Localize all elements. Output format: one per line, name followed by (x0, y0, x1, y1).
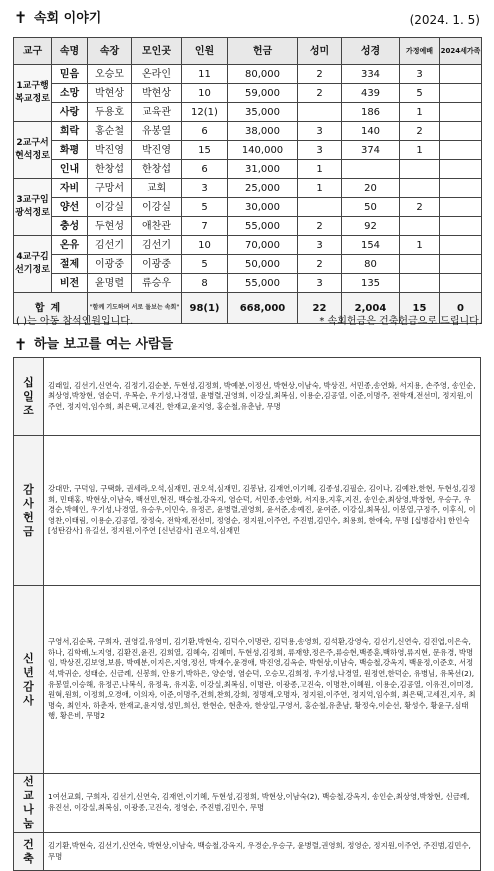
table-cell: 온유 (52, 236, 88, 255)
table-cell: 80,000 (228, 65, 298, 84)
table-cell: 2 (298, 217, 342, 236)
table-cell: 박진영 (132, 141, 182, 160)
donor-names: 김래일, 김선기,신연숙, 김정기,김순분, 두현성,김정희, 박예분,이정선, 박현상,이남숙, 박상진, 서민종,송연화, 서지용, 손주영, 송인순,최상영,박창현, 염순덕, 우복순, 우기성,나경열, 윤병렬,권영희, 이강실,최복심, 이용순,김공열, 이준,이명주, 전학재,전선미, 정지원,이주연, 정지억,임수희, 최은택,고세진, 한재교,윤지영, 홍순철,유춘남, 무명 (44, 358, 481, 436)
donation-category: 선 교 나 눔 (14, 774, 44, 833)
total-offering: 668,000 (228, 293, 298, 324)
col-header: 성미 (298, 38, 342, 65)
table-cell: 38,000 (228, 122, 298, 141)
table-cell (440, 198, 482, 217)
table-cell (400, 274, 440, 293)
table-cell: 20 (342, 179, 400, 198)
col-header: 2024세가족 (440, 38, 482, 65)
table-cell (342, 160, 400, 179)
table-row (14, 122, 482, 141)
table-cell (440, 274, 482, 293)
table-cell: 25,000 (228, 179, 298, 198)
table-cell: 두용호 (88, 103, 132, 122)
donor-names: 구영서,김순복, 구희자, 권영길,유영미, 김기환,박현숙, 김덕수,이명란, 김덕용,송영희, 김석환,강영숙, 김선기,신연숙, 김진엽,이은숙,하나, 김학배,노지영, 김환진,윤진, 김희열, 김혜숙, 김혜미, 두현성,김정희, 류재향,정은주,류승현,백종훈,백하영,류지현, 문유경, 박명임, 박상진,김보영,보름, 박예분,이지은,지영,정선, 박재수,윤경애, 박진영,김옥순, 박현상,이남숙, 백승철,강옥지, 백윤정,이준호, 서정석,박귀순, 성태순, 신금례, 신봉희, 안용기,박하은, 양순영, 염순덕, 오승모,김희정, 우기성,나경열, 원정연,한덕순, 유병님, 유복선(2), 유봉열,이승해, 유정곤,나복식, 유정육, 유지훈, 이강실,최복심, 이명란, 이광종,고진숙, 이명찬,이혜원, 이용순,김공열, 이유진,이미경,원혁,원희, 이정희,오경애, 이의자, 이준,이명주,건희,찬희,강희, 정명재,오명자, 정지원,이주연, 정지억,임수희, 최은택,고세진,지우, 최명숙, 최인자, 하춘자, 한재교,윤지영,성민,희선, 한현순, 현춘자, 한상일,구영서, 홍순철,유춘남, 황정숙,이순선, 황성수, 황윤구,심태행, 황은비, 무명2 (44, 586, 481, 774)
table-cell (400, 255, 440, 274)
table-cell (400, 160, 440, 179)
table-cell: 유봉열 (132, 122, 182, 141)
table-cell: 2 (400, 198, 440, 217)
offering-note: * 속회헌금은 건축헌금으로 드립니다. (319, 316, 482, 327)
section-header-meeting (14, 8, 480, 30)
table-cell: 자비 (52, 179, 88, 198)
district-label: 2교구서현석정로 (14, 122, 52, 179)
table-cell: 439 (342, 84, 400, 103)
total-family: 0 (440, 293, 482, 324)
table-cell: 59,000 (228, 84, 298, 103)
table-cell: 3 (298, 236, 342, 255)
table-row (14, 217, 482, 236)
table-cell: 35,000 (228, 103, 298, 122)
table-cell (440, 103, 482, 122)
table-cell: 충성 (52, 217, 88, 236)
donor-names: 1여선교회, 구희자, 김선기,신연숙, 김재연,이기혜, 두현성,김정희, 박현상,이남숙(2), 백승철,강옥지, 송인순,최상영,박창현, 신금례,유진선, 이강실,최복심, 이광종,고진숙, 정영순, 주진범,김민수, 무명 (44, 774, 481, 833)
table-cell: 5 (182, 255, 228, 274)
table-notes (16, 312, 482, 326)
table-cell: 3 (298, 122, 342, 141)
table-cell (400, 217, 440, 236)
donation-row (14, 774, 481, 833)
table-row (14, 274, 482, 293)
prayer-slogan: "함께 기도하며 서로 돌보는 속회" (88, 293, 182, 324)
table-row (14, 141, 482, 160)
meeting-table (13, 37, 482, 324)
table-cell (440, 217, 482, 236)
table-cell: 3 (182, 179, 228, 198)
table-cell: 한창섭 (88, 160, 132, 179)
table-cell: 2 (298, 65, 342, 84)
table-cell: 92 (342, 217, 400, 236)
table-cell: 박현상 (88, 84, 132, 103)
table-cell (440, 179, 482, 198)
table-cell: 7 (182, 217, 228, 236)
donor-names: 김기환,박현숙, 김선기,신연숙, 박현상,이남숙, 백승철,강옥지, 우경순,우승구, 윤병렬,권영희, 정영순, 정지원,이주연, 주진범,김민수, 무명 (44, 833, 481, 871)
table-cell: 6 (182, 160, 228, 179)
table-cell: 1 (400, 141, 440, 160)
table-cell: 8 (182, 274, 228, 293)
table-cell: 3 (298, 274, 342, 293)
table-cell: 교회 (132, 179, 182, 198)
table-cell: 오승모 (88, 65, 132, 84)
table-cell: 140 (342, 122, 400, 141)
table-cell: 3 (298, 141, 342, 160)
donation-row (14, 833, 481, 871)
donation-category: 신 년 감 사 (14, 586, 44, 774)
table-cell: 186 (342, 103, 400, 122)
table-cell: 인내 (52, 160, 88, 179)
table-cell: 10 (182, 236, 228, 255)
table-row (14, 179, 482, 198)
cross-icon: ✝ (14, 8, 28, 27)
table-row (14, 198, 482, 217)
table-cell (440, 84, 482, 103)
donation-category: 건 축 (14, 833, 44, 871)
donor-names: 강대만, 구덕임, 구택화, 권세라,오석,심재민, 권오석,심재민, 김봉남, 김재연,이기혜, 김종성,김필순, 김이나, 김예찬,한현, 두현성,김정희, 민태홍, 박현상,이남숙, 백선민,현진, 백승철,강옥지, 염순덕, 서민종,송연화, 서지용,지후,지진, 송인순,최상영,박창현, 우승구, 우경순,박혜인, 우기성,나경열, 유승우,이민숙, 유정곤, 윤병렬,권영희, 윤서준,송예진, 윤여준, 이강실,최복심, 이봉열,구정주, 이후식, 이영찬,이태림, 이용순,김공열, 장정숙, 전학재,전선미, 정영순, 정지원,이주연, 주진범,김민수, 최용희, 한애숙, 무명 [십병감사] 한인숙 [성탄감사] 유길선, 정지원,이주연 [신년감사] 권오석,심재민 (44, 436, 481, 586)
table-cell: 6 (182, 122, 228, 141)
table-row (14, 65, 482, 84)
table-cell: 50,000 (228, 255, 298, 274)
table-cell (440, 122, 482, 141)
table-cell: 이광중 (88, 255, 132, 274)
table-cell: 화평 (52, 141, 88, 160)
table-row (14, 84, 482, 103)
table-cell: 교육관 (132, 103, 182, 122)
table-row (14, 103, 482, 122)
district-label: 4교구김선기정로 (14, 236, 52, 293)
table-cell: 윤명렬 (88, 274, 132, 293)
section-header-donations (14, 335, 480, 355)
table-cell: 5 (400, 84, 440, 103)
total-people: 98(1) (182, 293, 228, 324)
table-cell: 홍순철 (88, 122, 132, 141)
total-bible: 2,004 (342, 293, 400, 324)
district-label: 1교구행복교정로 (14, 65, 52, 122)
col-header: 모인곳 (132, 38, 182, 65)
table-cell: 김선기 (88, 236, 132, 255)
table-cell: 3 (400, 65, 440, 84)
table-cell (440, 65, 482, 84)
total-label: 합계 (14, 293, 88, 324)
table-row (14, 236, 482, 255)
table-cell: 374 (342, 141, 400, 160)
table-cell: 1 (298, 179, 342, 198)
col-header: 교구 (14, 38, 52, 65)
table-cell: 31,000 (228, 160, 298, 179)
table-cell: 334 (342, 65, 400, 84)
table-cell: 이강실 (88, 198, 132, 217)
table-cell: 사랑 (52, 103, 88, 122)
donation-row (14, 358, 481, 436)
table-cell: 135 (342, 274, 400, 293)
table-cell: 1 (400, 236, 440, 255)
col-header: 성경 (342, 38, 400, 65)
table-cell: 154 (342, 236, 400, 255)
table-cell: 1 (400, 103, 440, 122)
table-cell (440, 236, 482, 255)
table-cell: 두현성 (88, 217, 132, 236)
table-cell: 30,000 (228, 198, 298, 217)
table-cell: 2 (298, 255, 342, 274)
table-cell: 애찬관 (132, 217, 182, 236)
col-header: 속명 (52, 38, 88, 65)
table-cell: 한창섭 (132, 160, 182, 179)
table-cell (400, 179, 440, 198)
table-cell: 50 (342, 198, 400, 217)
table-cell: 박현상 (132, 84, 182, 103)
table-cell: 11 (182, 65, 228, 84)
table-cell: 구망서 (88, 179, 132, 198)
table-cell (440, 255, 482, 274)
table-cell: 김선기 (132, 236, 182, 255)
table-cell: 1 (298, 160, 342, 179)
donation-row (14, 436, 481, 586)
table-cell: 믿음 (52, 65, 88, 84)
table-cell: 5 (182, 198, 228, 217)
report-date: (2024. 1. 5) (409, 13, 480, 27)
table-cell: 온라인 (132, 65, 182, 84)
table-row (14, 160, 482, 179)
table-cell (440, 160, 482, 179)
table-cell: 2 (298, 84, 342, 103)
table-cell: 양선 (52, 198, 88, 217)
table-cell: 이광중 (132, 255, 182, 274)
table-cell: 류승우 (132, 274, 182, 293)
total-rice: 22 (298, 293, 342, 324)
col-header: 가정예배 (400, 38, 440, 65)
table-cell: 140,000 (228, 141, 298, 160)
col-header: 인원 (182, 38, 228, 65)
table-cell: 절제 (52, 255, 88, 274)
table-cell: 80 (342, 255, 400, 274)
table-cell: 55,000 (228, 217, 298, 236)
table-header-row (14, 38, 482, 65)
table-row (14, 255, 482, 274)
table-cell (298, 198, 342, 217)
col-header: 헌금 (228, 38, 298, 65)
table-cell: 2 (400, 122, 440, 141)
donations-table (13, 357, 481, 871)
table-cell (440, 141, 482, 160)
table-cell: 70,000 (228, 236, 298, 255)
page-title: 속회 이야기 (34, 11, 102, 26)
donation-category: 감 사 헌 금 (14, 436, 44, 586)
table-cell: 소망 (52, 84, 88, 103)
table-cell: 15 (182, 141, 228, 160)
table-cell: 박진영 (88, 141, 132, 160)
donation-row (14, 586, 481, 774)
child-note: ( )는 아동 참석인원입니다. (16, 316, 134, 327)
table-cell: 이강실 (132, 198, 182, 217)
table-cell: 비전 (52, 274, 88, 293)
table-cell (298, 103, 342, 122)
donation-category: 십 일 조 (14, 358, 44, 436)
table-cell: 12(1) (182, 103, 228, 122)
cross-icon: ✝ (14, 335, 28, 354)
table-cell: 10 (182, 84, 228, 103)
table-cell: 희락 (52, 122, 88, 141)
col-header: 속장 (88, 38, 132, 65)
district-label: 3교구임광석정로 (14, 179, 52, 236)
total-worship: 15 (400, 293, 440, 324)
section-title: 하늘 보고를 여는 사람들 (34, 337, 174, 352)
table-cell: 55,000 (228, 274, 298, 293)
